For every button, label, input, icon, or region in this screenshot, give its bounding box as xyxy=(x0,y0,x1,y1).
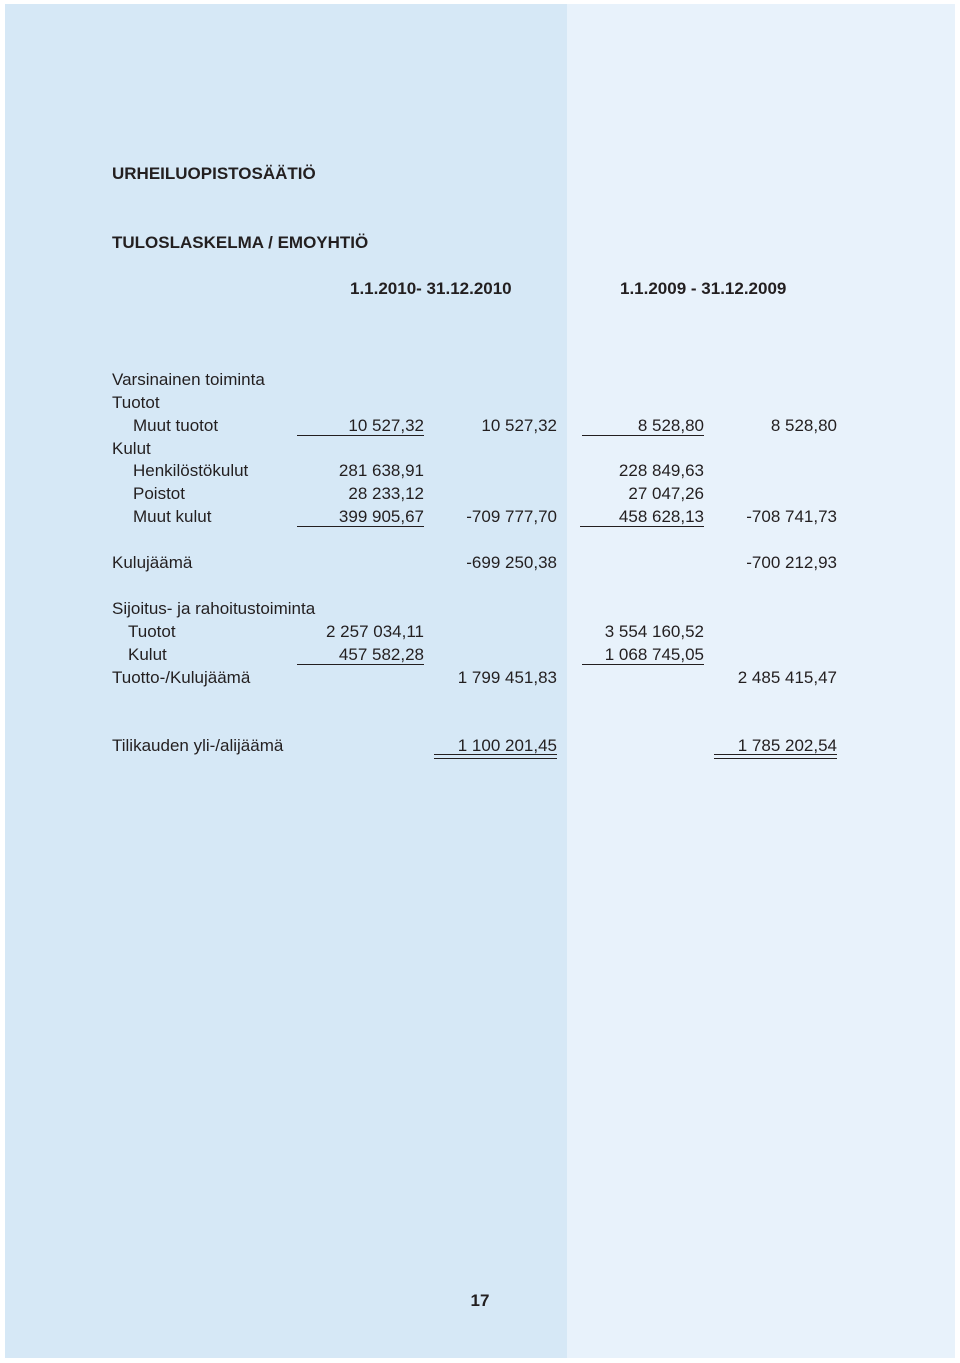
row-label-muut-tuotot: Muut tuotot xyxy=(133,416,219,435)
underline-muut-tuotot-2009 xyxy=(582,435,704,436)
value-tuotto-kulujaama-2010: 1 799 451,83 xyxy=(457,668,557,687)
row-label-muut-kulut: Muut kulut xyxy=(133,507,212,526)
value-muut-tuotot-2010-detail: 10 527,32 xyxy=(348,416,424,435)
value-muut-tuotot-2009-detail: 8 528,80 xyxy=(637,416,704,435)
double-underline-tilikauden-2009 xyxy=(714,754,837,759)
value-muut-kulut-2010-detail: 399 905,67 xyxy=(338,507,424,526)
value-sijoitus-tuotot-2009: 3 554 160,52 xyxy=(604,622,704,641)
underline-sijoitus-kulut-2010 xyxy=(297,664,424,665)
row-label-henkilostokulut: Henkilöstökulut xyxy=(133,461,249,480)
organization-name: URHEILUOPISTOSÄÄTIÖ xyxy=(112,164,316,183)
row-label-kulujaama: Kulujäämä xyxy=(112,553,193,572)
underline-muut-kulut-2010 xyxy=(297,526,424,527)
period-previous: 1.1.2009 - 31.12.2009 xyxy=(620,279,787,298)
row-label-sijoitus-kulut: Kulut xyxy=(128,645,167,664)
value-poistot-2010: 28 233,12 xyxy=(348,484,424,503)
underline-muut-tuotot-2010 xyxy=(297,435,424,436)
value-henkilostokulut-2009: 228 849,63 xyxy=(618,461,704,480)
value-kulujaama-2009: -700 212,93 xyxy=(746,553,837,572)
value-tilikauden-tulos-2009: 1 785 202,54 xyxy=(737,736,837,755)
tuotot-heading: Tuotot xyxy=(112,393,160,412)
row-label-tilikauden-tulos: Tilikauden yli-/alijäämä xyxy=(112,736,284,755)
row-label-poistot: Poistot xyxy=(133,484,185,503)
value-kulujaama-2010: -699 250,38 xyxy=(466,553,557,572)
statement-title: TULOSLASKELMA / EMOYHTIÖ xyxy=(112,233,369,252)
value-sijoitus-tuotot-2010: 2 257 034,11 xyxy=(326,622,424,641)
underline-sijoitus-kulut-2009 xyxy=(582,664,704,665)
value-kulut-2010-total: -709 777,70 xyxy=(466,507,557,526)
page-number: 17 xyxy=(470,1291,490,1310)
value-muut-tuotot-2009-total: 8 528,80 xyxy=(770,416,837,435)
value-henkilostokulut-2010: 281 638,91 xyxy=(338,461,424,480)
value-muut-kulut-2009-detail: 458 628,13 xyxy=(618,507,704,526)
section-varsinainen-toiminta: Varsinainen toiminta xyxy=(112,370,265,389)
value-sijoitus-kulut-2010: 457 582,28 xyxy=(338,645,424,664)
period-current: 1.1.2010- 31.12.2010 xyxy=(350,279,512,298)
value-kulut-2009-total: -708 741,73 xyxy=(746,507,837,526)
value-poistot-2009: 27 047,26 xyxy=(628,484,704,503)
value-sijoitus-kulut-2009: 1 068 745,05 xyxy=(604,645,704,664)
value-muut-tuotot-2010-total: 10 527,32 xyxy=(481,416,557,435)
value-tuotto-kulujaama-2009: 2 485 415,47 xyxy=(737,668,837,687)
value-tilikauden-tulos-2010: 1 100 201,45 xyxy=(457,736,557,755)
section-sijoitus-rahoitustoiminta: Sijoitus- ja rahoitustoiminta xyxy=(112,599,316,618)
kulut-heading: Kulut xyxy=(112,439,151,458)
row-label-sijoitus-tuotot: Tuotot xyxy=(128,622,176,641)
double-underline-tilikauden-2010 xyxy=(434,754,557,759)
underline-muut-kulut-2009 xyxy=(580,526,704,527)
row-label-tuotto-kulujaama: Tuotto-/Kulujäämä xyxy=(112,668,251,687)
